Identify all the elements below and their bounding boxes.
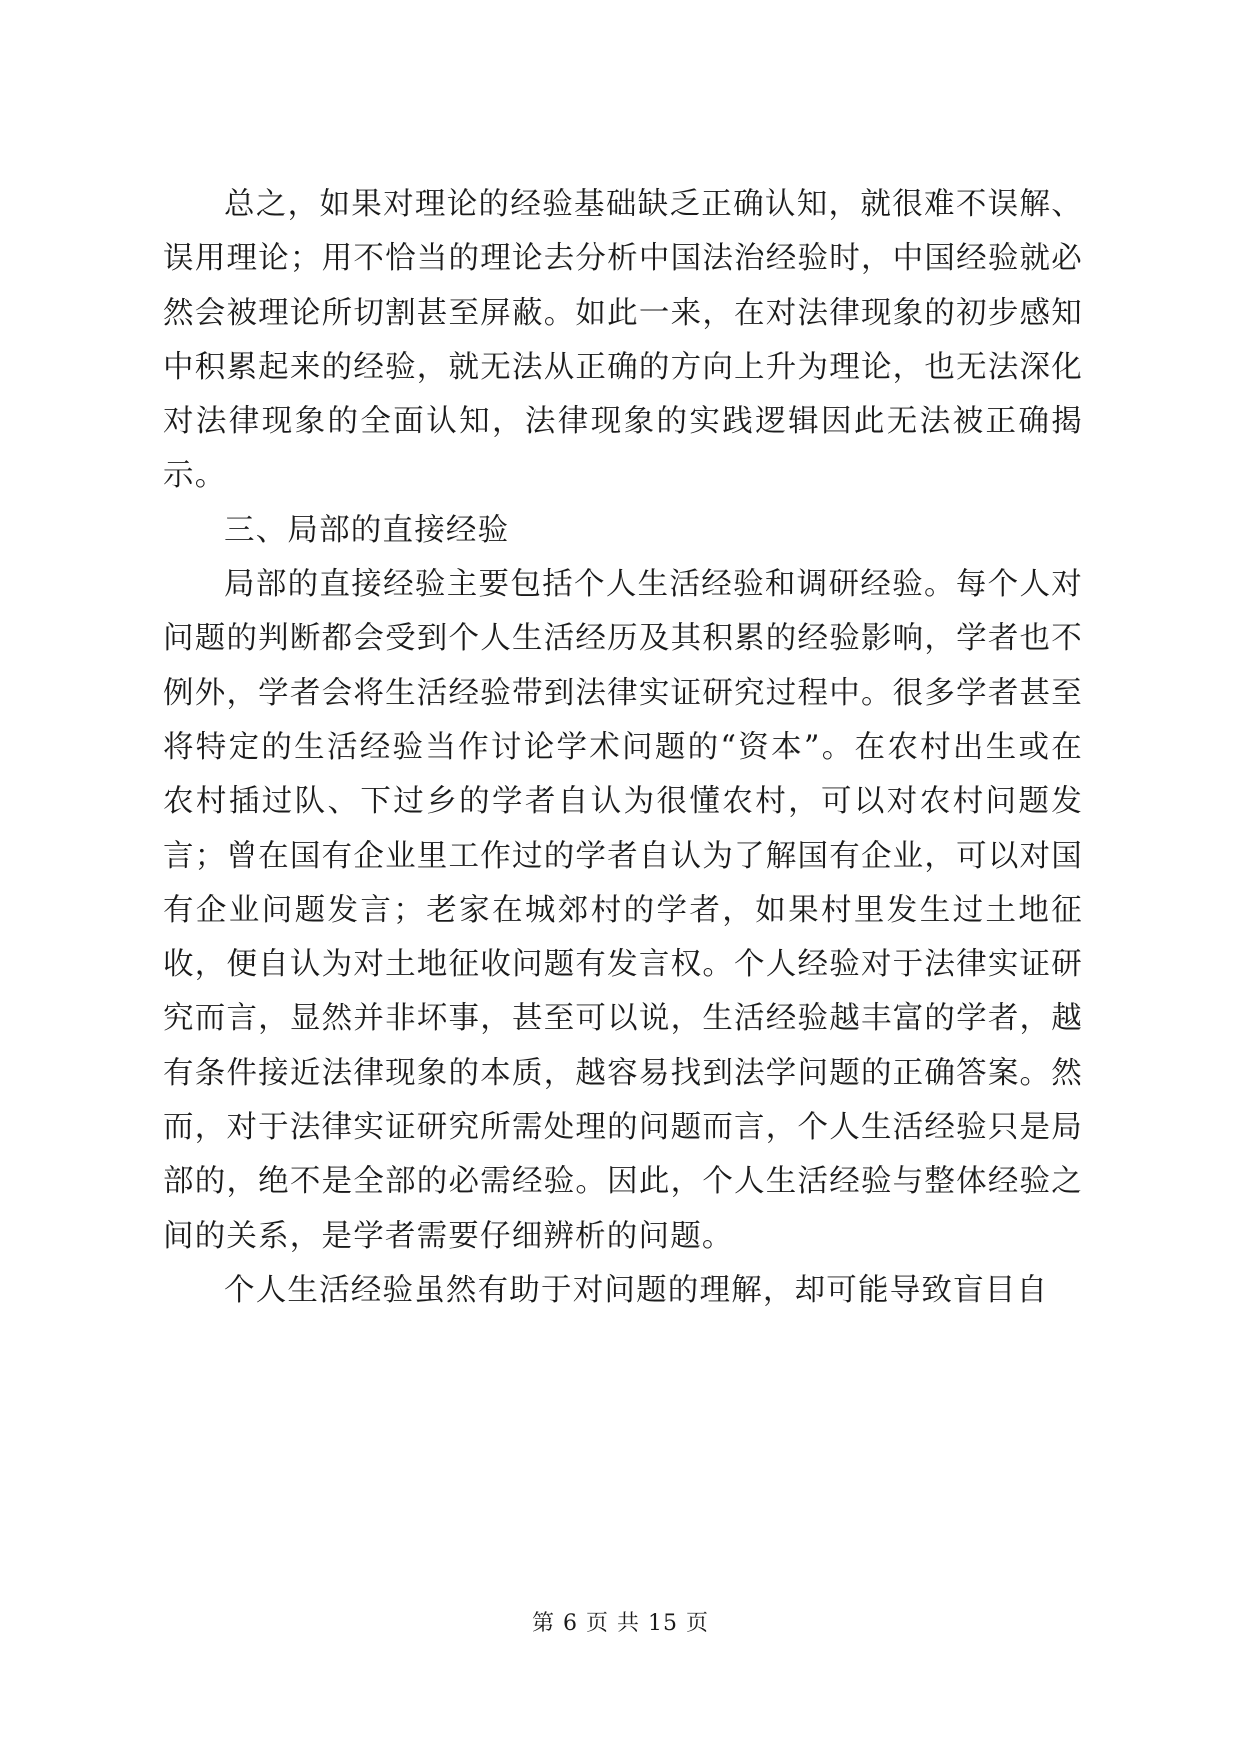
section-heading: 三、局部的直接经验: [224, 512, 510, 548]
body-paragraph-1: 总之，如果对理论的经验基础缺乏正确认知，就很难不误解、误用理论；用不恰当的理论去分析中国法治经验时，中国经验就必然会被理论所切割甚至屏蔽。如此一来，在对法律现象的初步感知中积累起来的经验，就无法从正确的方向上升为理论，也无法深化对法律现象的全面认知，法律现象的实践逻辑因此无法被正确揭示。: [163, 187, 1083, 494]
document-body: [163, 178, 1083, 1318]
page-number-footer: 第 6 页 共 15 页: [532, 1611, 709, 1636]
body-paragraph-3: 个人生活经验虽然有助于对问题的理解，却可能导致盲目自: [224, 1272, 1049, 1308]
body-paragraph-2: 局部的直接经验主要包括个人生活经验和调研经验。每个人对问题的判断都会受到个人生活经历及其积累的经验影响，学者也不例外，学者会将生活经验带到法律实证研究过程中。很多学者甚至将特定的生活经验当作讨论学术问题的“资本”。在农村出生或在农村插过队、下过乡的学者自认为很懂农村，可以对农村问题发言；曾在国有企业里工作过的学者自认为了解国有企业，可以对国有企业问题发言；老家在城郊村的学者，如果村里发生过土地征收，便自认为对土地征收问题有发言权。个人经验对于法律实证研究而言，显然并非坏事，甚至可以说，生活经验越丰富的学者，越有条件接近法律现象的本质，越容易找到法学问题的正确答案。然而，对于法律实证研究所需处理的问题而言，个人生活经验只是局部的，绝不是全部的必需经验。因此，个人生活经验与整体经验之间的关系，是学者需要仔细辨析的问题。: [163, 567, 1083, 1254]
